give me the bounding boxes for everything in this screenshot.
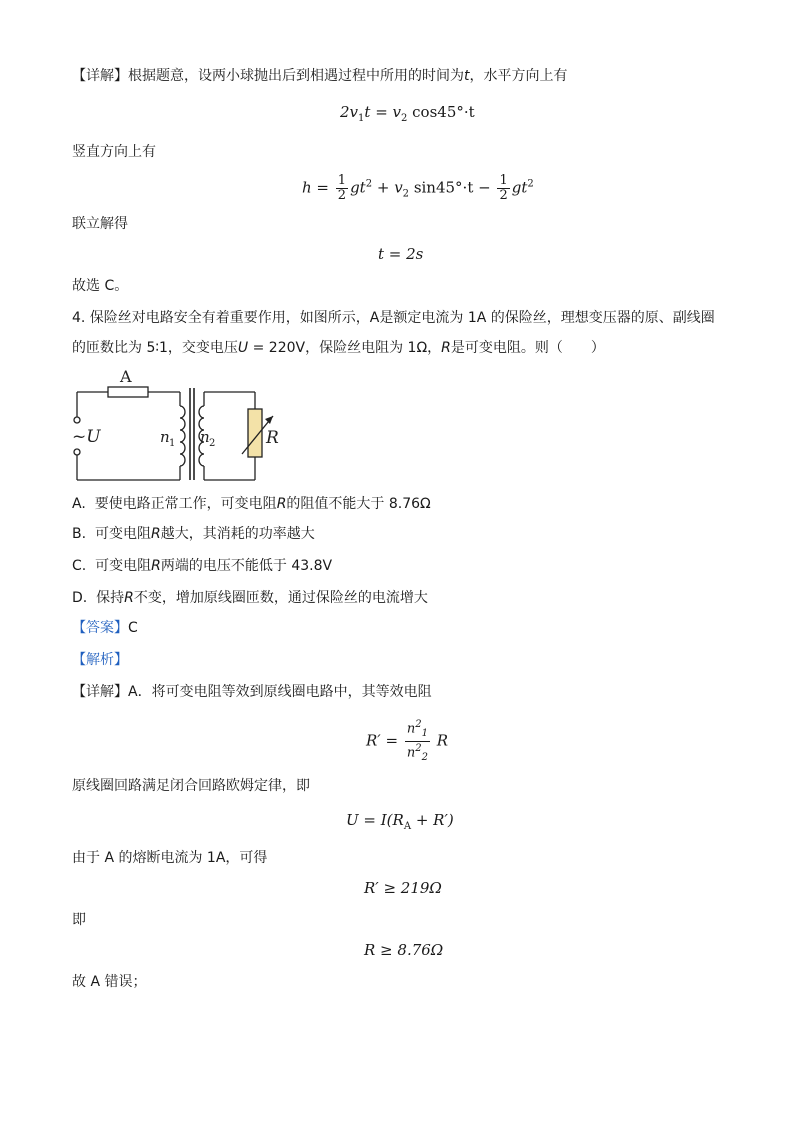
svg-text:2: 2: [209, 438, 216, 449]
detail-text: 根据题意，设两小球抛出后到相遇过程中所用的时间为: [128, 68, 464, 84]
equation-vertical: h = $\frac{1}{2}$ $gt^2 + v_2$ sin45°·t − $\frac{1}{2}$ $gt^2$: [302, 173, 534, 203]
equation-ohm: $U = I(R_A + R')$: [346, 811, 454, 832]
detail-2-line: 【详解】A．将可变电阻等效到原线圈电路中，其等效电阻: [72, 684, 432, 700]
arrow-icon: [265, 416, 273, 424]
equation-equivalent-resistance: R′ = $\frac{n^2_1}{n^2_2}$ R: [366, 719, 449, 763]
terminal-bottom: [74, 449, 80, 455]
answer-line: [72, 618, 138, 638]
question-4-line-2: 的匝数比为 5∶1，交变电压U = 220V，保险丝电阻为 1Ω，R是可变电阻。则（ ）: [72, 340, 605, 356]
resistor-label: R: [266, 428, 279, 448]
detail-label: 【详解】: [72, 68, 128, 84]
n1-label: n: [160, 428, 170, 446]
svg-text:1: 1: [169, 438, 176, 449]
conclusion-text: 故 A 错误；: [72, 974, 147, 990]
ji-text: 即: [72, 912, 86, 928]
detail-text-tail: ，水平方向上有: [469, 68, 568, 84]
ohm-text: 原线圈回路满足闭合回路欧姆定律，即: [72, 778, 310, 794]
vertical-text: 竖直方向上有: [72, 144, 156, 160]
option-d: D. 保持R不变，增加原线圈匝数，通过保险丝的电流增大: [72, 590, 428, 606]
analysis-label: 【解析】: [72, 652, 128, 668]
source-label: ~U: [72, 427, 101, 447]
detail-paragraph: [72, 66, 568, 86]
option-b: B. 可变电阻R越大，其消耗的功率越大: [72, 526, 315, 542]
fuse-symbol: [108, 387, 148, 397]
equation-r-prime: R′ ≥ 219Ω: [364, 879, 442, 897]
equation-horizontal: $2v_1t = v_2$ cos45°·t: [340, 103, 475, 124]
terminal-top: [74, 417, 80, 423]
question-4-line-1: 4. 保险丝对电路安全有着重要作用，如图所示，A是额定电流为 1A 的保险丝，理想变压器的原、副线圈: [72, 310, 715, 326]
answer-value: C: [128, 620, 138, 636]
n2-label: n: [200, 428, 210, 446]
solve-text: 联立解得: [72, 216, 128, 232]
choose-text: 故选 C。: [72, 278, 129, 294]
primary-coil: [180, 406, 185, 466]
fuse-text: 由于 A 的熔断电流为 1A，可得: [72, 850, 268, 866]
option-a: A. 要使电路正常工作，可变电阻R的阻值不能大于 8.76Ω: [72, 496, 431, 512]
detail-var-t: t: [464, 68, 470, 84]
fuse-label: A: [120, 367, 132, 386]
circuit-diagram: [68, 362, 288, 486]
equation-r-min: R ≥ 8.76Ω: [364, 941, 444, 959]
answer-label: 【答案】: [72, 620, 128, 636]
equation-result-t: t = 2s: [378, 245, 424, 263]
option-c: C. 可变电阻R两端的电压不能低于 43.8V: [72, 558, 333, 574]
